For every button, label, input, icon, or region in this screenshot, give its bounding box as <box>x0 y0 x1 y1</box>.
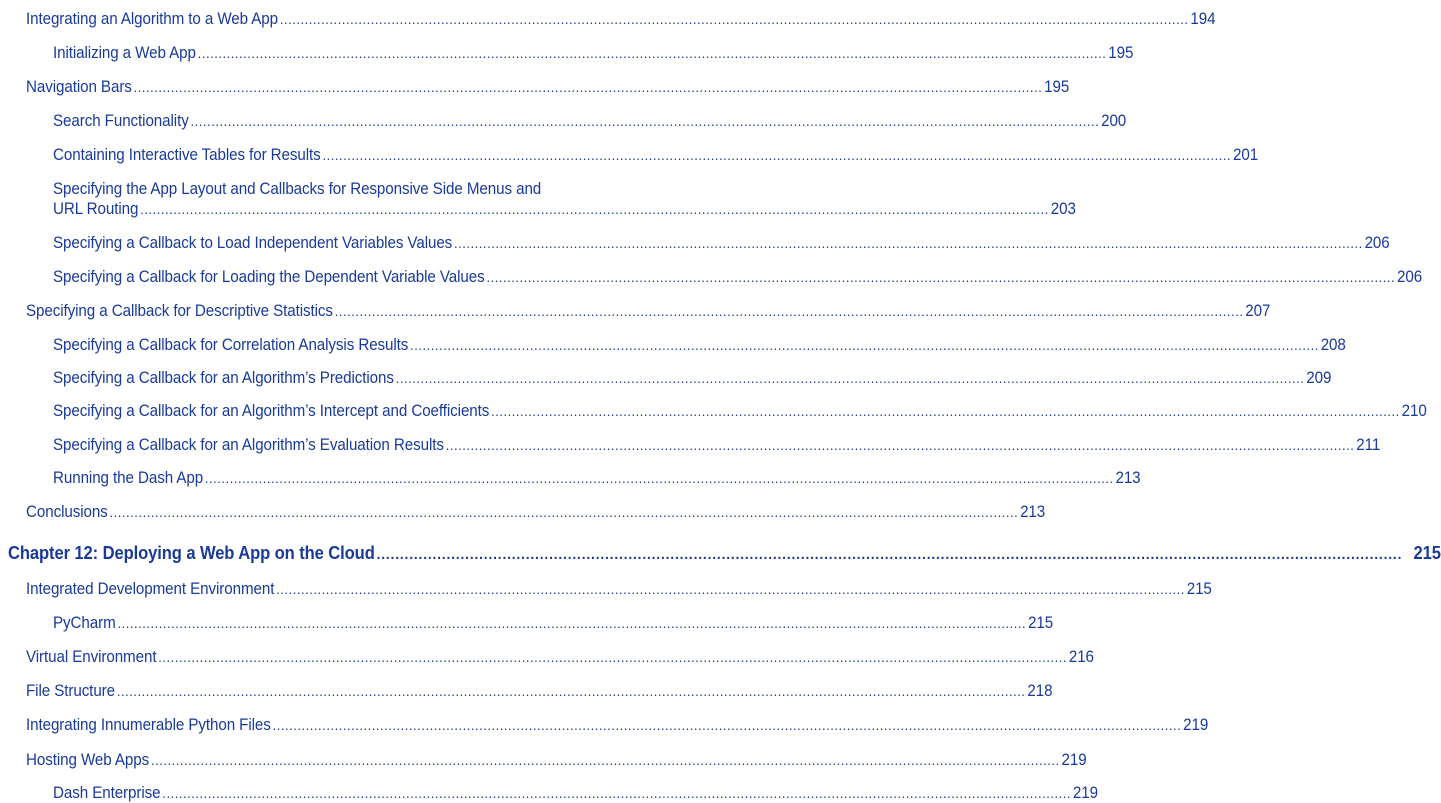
toc-leader-dots: ............................................................................................................................................................................................................................ <box>322 147 1232 163</box>
toc-page-number: 206 <box>1364 234 1390 252</box>
toc-leader-dots: ............................................................................................................................................................................................................................ <box>486 269 1396 285</box>
toc-title: Integrating an Algorithm to a Web App <box>26 10 279 28</box>
toc-entry <box>53 268 1423 287</box>
toc-page-number: 208 <box>1320 336 1346 354</box>
toc-page-number: 194 <box>1190 10 1216 28</box>
toc-entry <box>26 648 1094 667</box>
toc-entry <box>53 436 1381 455</box>
toc-entry <box>26 580 1212 599</box>
toc-leader-dots: ............................................................................................................................................................................................................................ <box>133 79 1043 95</box>
toc-title: Specifying a Callback for Correlation Analysis Results <box>53 336 409 354</box>
toc-page-number: 215 <box>1186 580 1212 598</box>
toc-page-number: 195 <box>1044 78 1070 96</box>
toc-leader-dots: ............................................................................................................................................................................................................................ <box>190 113 1100 129</box>
toc-entry <box>53 200 1076 219</box>
toc-page-number: 209 <box>1306 369 1332 387</box>
toc-leader-dots: ............................................................................................................................................................................................................................ <box>150 752 1060 768</box>
toc-leader-dots: ............................................................................................................................................................................................................................ <box>158 649 1068 665</box>
toc-title: Specifying a Callback for Descriptive Statistics <box>26 302 333 320</box>
toc-leader-dots: ............................................................................................................................................................................................................................ <box>140 201 1049 217</box>
toc-entry <box>26 302 1271 321</box>
toc-entry <box>53 402 1427 421</box>
toc-entry <box>53 336 1346 355</box>
toc-page-number: 216 <box>1068 648 1094 666</box>
toc-entry <box>26 10 1216 29</box>
toc-title: Containing Interactive Tables for Results <box>53 146 321 164</box>
toc-page-number: 219 <box>1061 751 1087 769</box>
toc-title: PyCharm <box>53 614 116 632</box>
toc-leader-dots: ............................................................................................................................................................................................................................ <box>197 45 1107 61</box>
toc-title: Integrated Development Environment <box>26 580 275 598</box>
toc-title: Specifying a Callback for an Algorithm’s Predictions <box>53 369 394 387</box>
toc-title: Conclusions <box>26 503 108 521</box>
toc-page-number: 219 <box>1183 716 1209 734</box>
toc-title: Initializing a Web App <box>53 44 196 62</box>
toc-page-number: 200 <box>1101 112 1127 130</box>
toc-title: File Structure <box>26 682 115 700</box>
toc-leader-dots: ............................................................................................................................................................................................................................ <box>109 504 1019 520</box>
toc-page-number: 211 <box>1356 436 1381 454</box>
toc-entry <box>26 78 1070 97</box>
toc-leader-dots: ............................................................................................................................................................................................................................ <box>376 546 1403 563</box>
toc-title: Running the Dash App <box>53 469 204 487</box>
toc-title: Search Functionality <box>53 112 189 130</box>
toc-leader-dots: ............................................................................................................................................................................................................................ <box>410 337 1319 353</box>
toc-page-number: 215 <box>1028 614 1054 632</box>
toc-page-number: 210 <box>1401 402 1427 420</box>
toc-chapter-entry <box>8 543 1441 564</box>
toc-entry <box>53 146 1259 165</box>
toc-leader-dots: ............................................................................................................................................................................................................................ <box>279 11 1189 27</box>
toc-entry <box>53 784 1098 803</box>
toc-chapter-title: Chapter 12: Deploying a Web App on the Cloud <box>8 543 375 563</box>
toc-leader-dots: ............................................................................................................................................................................................................................ <box>116 683 1026 699</box>
toc-page-number: 195 <box>1108 44 1134 62</box>
toc-title: Specifying a Callback for an Algorithm’s Intercept and Coefficients <box>53 402 490 420</box>
toc-entry <box>53 614 1054 633</box>
toc-entry <box>53 369 1332 388</box>
toc-leader-dots: ............................................................................................................................................................................................................................ <box>162 785 1072 801</box>
toc-leader-dots: ............................................................................................................................................................................................................................ <box>117 615 1027 631</box>
toc-entry <box>26 751 1087 770</box>
toc-title: Navigation Bars <box>26 78 132 96</box>
toc-page-number: 213 <box>1115 469 1141 487</box>
toc-leader-dots: ............................................................................................................................................................................................................................ <box>272 717 1182 733</box>
toc-page-number: 207 <box>1245 302 1271 320</box>
toc-entry <box>53 234 1390 253</box>
toc-entry <box>26 716 1209 735</box>
toc-page-number: 219 <box>1072 784 1098 802</box>
toc-page-number: 213 <box>1020 503 1046 521</box>
toc-title: Specifying a Callback for an Algorithm’s Evaluation Results <box>53 436 444 454</box>
toc-title: Integrating Innumerable Python Files <box>26 716 271 734</box>
toc-title-first-line: Specifying the App Layout and Callbacks for Responsive Side Menus and <box>53 180 542 198</box>
toc-title: Hosting Web Apps <box>26 751 150 769</box>
toc-leader-dots: ............................................................................................................................................................................................................................ <box>276 581 1185 597</box>
toc-leader-dots: ............................................................................................................................................................................................................................ <box>445 437 1355 453</box>
toc-entry <box>53 112 1127 131</box>
toc-page-number: 215 <box>1413 543 1441 563</box>
toc-title: Dash Enterprise <box>53 784 161 802</box>
toc-title: URL Routing <box>53 200 139 218</box>
toc-leader-dots: ............................................................................................................................................................................................................................ <box>334 303 1244 319</box>
toc-leader-dots: ............................................................................................................................................................................................................................ <box>204 470 1114 486</box>
toc-entry <box>53 44 1134 63</box>
toc-page-number: 206 <box>1397 268 1423 286</box>
toc-title: Specifying a Callback to Load Independent Variables Values <box>53 234 453 252</box>
toc-page-number: 203 <box>1050 200 1076 218</box>
toc-page-number: 201 <box>1233 146 1259 164</box>
toc-title: Virtual Environment <box>26 648 157 666</box>
toc-leader-dots: ............................................................................................................................................................................................................................ <box>491 403 1400 419</box>
toc-title: Specifying a Callback for Loading the Dependent Variable Values <box>53 268 485 286</box>
toc-entry <box>53 469 1141 488</box>
toc-entry <box>26 503 1046 522</box>
toc-leader-dots: ............................................................................................................................................................................................................................ <box>395 370 1305 386</box>
toc-leader-dots: ............................................................................................................................................................................................................................ <box>454 235 1363 251</box>
toc-page-number: 218 <box>1027 682 1053 700</box>
toc-entry <box>26 682 1053 701</box>
